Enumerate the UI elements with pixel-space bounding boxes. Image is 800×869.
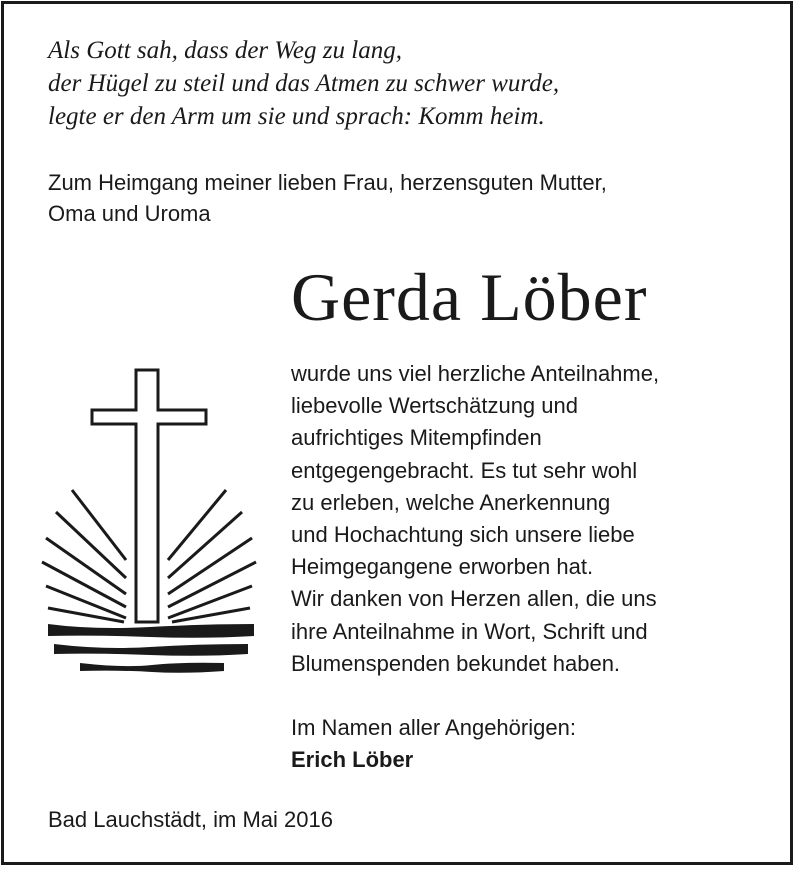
body-line: liebevolle Wertschätzung und: [291, 393, 578, 419]
body-line: ihre Anteilnahme in Wort, Schrift und: [291, 618, 648, 644]
body-line: zu erleben, welche Anerkennung: [291, 489, 611, 515]
body-line: Blumenspenden bekundet haben.: [291, 650, 621, 676]
death-notice: [1, 1, 793, 865]
intro-text: [48, 167, 788, 229]
intro-line: Oma und Uroma: [48, 201, 211, 226]
intro-line: Zum Heimgang meiner lieben Frau, herzensguten Mutter,: [48, 170, 607, 195]
body-line: wurde uns viel herzliche Anteilnahme,: [291, 361, 660, 386]
signoff-line: Im Namen aller Angehörigen:: [291, 715, 576, 740]
poem: [48, 34, 768, 133]
signer-name: Erich Löber: [291, 747, 414, 772]
poem-line: der Hügel zu steil und das Atmen zu schwer wurde,: [48, 70, 560, 97]
body-line: aufrichtiges Mitempfinden: [291, 425, 542, 451]
body-line: und Hochachtung sich unsere liebe: [291, 522, 635, 548]
body-line: entgegengebracht. Es tut sehr wohl: [291, 457, 638, 483]
poem-line: legte er den Arm um sie und sprach: Komm heim.: [48, 103, 545, 130]
signoff: [291, 712, 791, 776]
body-line: Wir danken von Herzen allen, die uns: [291, 586, 657, 612]
deceased-name: Gerda Löber: [291, 259, 648, 335]
cross-with-sunrise-icon: [34, 360, 266, 680]
body-text: [291, 358, 791, 680]
poem-line: Als Gott sah, dass der Weg zu lang,: [48, 37, 402, 64]
body-line: Heimgegangene erworben hat.: [291, 554, 594, 580]
place-date: Bad Lauchstädt, im Mai 2016: [48, 807, 333, 832]
